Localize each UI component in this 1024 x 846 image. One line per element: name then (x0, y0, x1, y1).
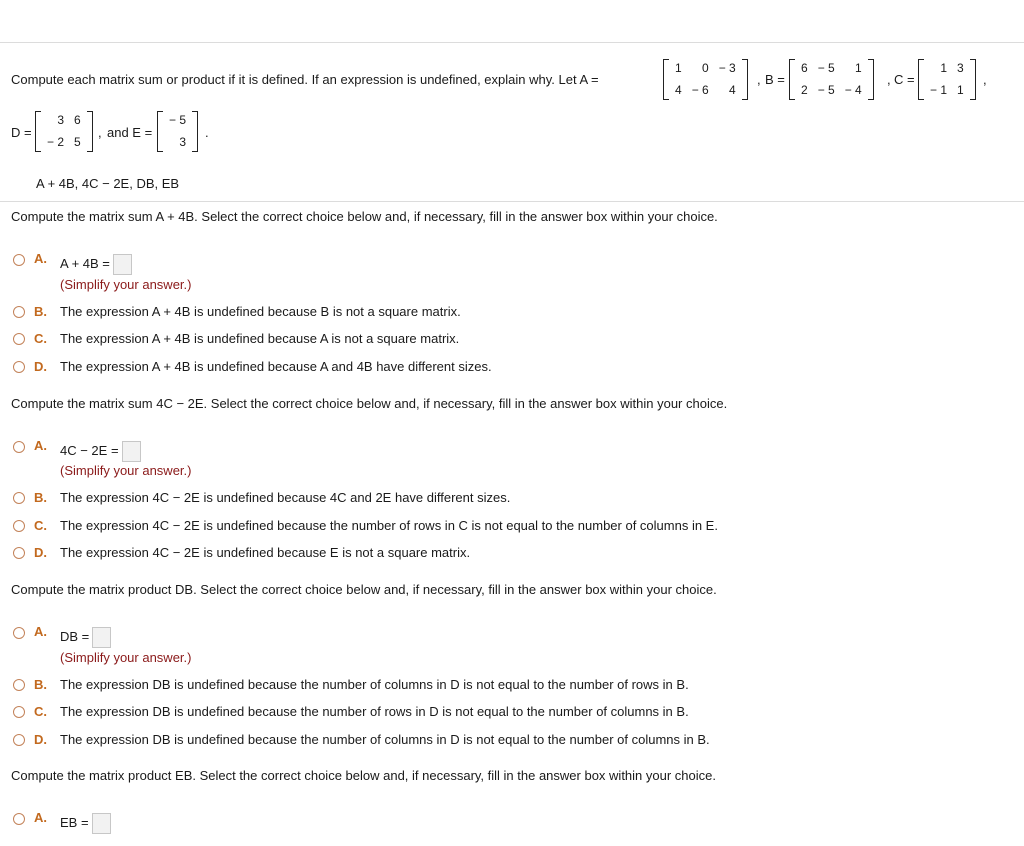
matrix-e (157, 111, 198, 152)
q2-choice-b-text: The expression 4C − 2E is undefined because 4C and 2E have different sizes. (60, 490, 511, 505)
matrix-d-cell: 5 (74, 135, 81, 149)
comma-after-d: , (98, 125, 102, 140)
q3-radio-d[interactable] (13, 734, 25, 746)
matrix-c-cell: 1 (957, 83, 964, 97)
matrix-a-cell: 1 (675, 61, 682, 75)
q2-radio-b[interactable] (13, 492, 25, 504)
q1-letter-c: C. (34, 331, 47, 346)
q1-radio-a[interactable] (13, 254, 25, 266)
q1-choice-a (60, 254, 132, 275)
matrix-c (918, 59, 976, 100)
matrix-a (663, 59, 748, 100)
q2-radio-c[interactable] (13, 520, 25, 532)
intro-divider (0, 201, 1024, 202)
q3-choice-a (60, 627, 111, 648)
matrix-a-cell: − 3 (718, 61, 736, 75)
matrix-d (35, 111, 93, 152)
q3-choice-d-text: The expression DB is undefined because the number of columns in D is not equal to the number of columns in B. (60, 732, 710, 747)
matrix-e-cell: − 5 (169, 113, 187, 127)
q3-letter-d: D. (34, 732, 47, 747)
matrix-c-cell: 3 (957, 61, 964, 75)
label-d: D = (11, 125, 32, 140)
q1-answer-label: A + 4B = (60, 255, 110, 271)
q1-answer-box[interactable] (113, 254, 132, 275)
question-2-prompt: Compute the matrix sum 4C − 2E. Select the correct choice below and, if necessary, fill in the answer box within your choice. (11, 396, 728, 411)
matrix-d-right-bracket (87, 111, 93, 152)
top-divider (0, 42, 1024, 43)
matrix-b-right-bracket (868, 59, 874, 100)
q3-letter-a: A. (34, 624, 47, 639)
q2-answer-box[interactable] (122, 441, 141, 462)
q2-letter-d: D. (34, 545, 47, 560)
comma-after-b: , (887, 72, 891, 87)
q1-letter-a: A. (34, 251, 47, 266)
q2-radio-a[interactable] (13, 441, 25, 453)
matrix-b (789, 59, 874, 100)
q2-choice-d-text: The expression 4C − 2E is undefined because E is not a square matrix. (60, 545, 471, 560)
q1-choice-b-text: The expression A + 4B is undefined because B is not a square matrix. (60, 304, 461, 319)
matrix-c-right-bracket (970, 59, 976, 100)
period-after-e: . (205, 125, 209, 140)
matrix-b-cell: − 5 (817, 83, 835, 97)
q3-radio-c[interactable] (13, 706, 25, 718)
q3-choice-b-text: The expression DB is undefined because the number of columns in D is not equal to the number of rows in B. (60, 677, 689, 692)
matrix-c-cell: − 1 (930, 83, 948, 97)
q1-letter-b: B. (34, 304, 47, 319)
matrix-b-cell: 2 (801, 83, 808, 97)
q3-radio-b[interactable] (13, 679, 25, 691)
matrix-a-cell: 4 (675, 83, 682, 97)
q4-answer-label: EB = (60, 814, 89, 830)
matrix-d-cell: 6 (74, 113, 81, 127)
matrix-a-right-bracket (742, 59, 748, 100)
q4-answer-box[interactable] (92, 813, 111, 834)
expressions-list: A + 4B, 4C − 2E, DB, EB (36, 176, 180, 191)
matrix-e-right-bracket (192, 111, 198, 152)
q1-radio-c[interactable] (13, 333, 25, 345)
q1-radio-b[interactable] (13, 306, 25, 318)
q1-letter-d: D. (34, 359, 47, 374)
q1-choice-d-text: The expression A + 4B is undefined because A and 4B have different sizes. (60, 359, 492, 374)
q4-radio-a[interactable] (13, 813, 25, 825)
q3-simplify-hint: (Simplify your answer.) (60, 650, 192, 665)
q2-letter-c: C. (34, 518, 47, 533)
matrix-c-cell: 1 (940, 61, 948, 75)
q2-radio-d[interactable] (13, 547, 25, 559)
matrix-a-cell: 0 (702, 61, 709, 75)
intro-prompt: Compute each matrix sum or product if it is defined. If an expression is undefined, explain why. Let A = (11, 72, 599, 87)
comma-after-c: , (983, 72, 987, 87)
label-e: and E = (107, 125, 153, 140)
matrix-b-cell: 1 (855, 61, 862, 75)
q3-choice-c-text: The expression DB is undefined because the number of rows in D is not equal to the number of columns in B. (60, 704, 689, 719)
q1-simplify-hint: (Simplify your answer.) (60, 277, 192, 292)
q1-choice-c-text: The expression A + 4B is undefined because A is not a square matrix. (60, 331, 460, 346)
q2-letter-b: B. (34, 490, 47, 505)
matrix-a-cell: 4 (729, 83, 736, 97)
matrix-b-cell: − 4 (844, 83, 862, 97)
question-4-prompt: Compute the matrix product EB. Select the correct choice below and, if necessary, fill in the answer box within your choice. (11, 768, 716, 783)
matrix-b-cell: − 5 (817, 61, 835, 75)
matrix-a-cell: − 6 (691, 83, 709, 97)
matrix-e-cell: 3 (179, 135, 187, 149)
matrix-d-cell: − 2 (47, 135, 65, 149)
label-b: B = (765, 72, 785, 87)
question-3-prompt: Compute the matrix product DB. Select the correct choice below and, if necessary, fill in the answer box within your choice. (11, 582, 717, 597)
matrix-b-cell: 6 (801, 61, 808, 75)
q3-answer-box[interactable] (92, 627, 111, 648)
label-c: C = (894, 72, 915, 87)
comma-after-a: , (757, 72, 761, 87)
matrix-d-cell: 3 (57, 113, 65, 127)
q3-answer-label: DB = (60, 628, 90, 644)
q3-letter-c: C. (34, 704, 47, 719)
q2-answer-label: 4C − 2E = (60, 442, 119, 458)
q1-radio-d[interactable] (13, 361, 25, 373)
q2-choice-a (60, 441, 141, 462)
q2-letter-a: A. (34, 438, 47, 453)
q2-choice-c-text: The expression 4C − 2E is undefined because the number of rows in C is not equal to the number of columns in E. (60, 518, 718, 533)
question-1-prompt: Compute the matrix sum A + 4B. Select the correct choice below and, if necessary, fill in the answer box within your choice. (11, 209, 718, 224)
q2-simplify-hint: (Simplify your answer.) (60, 463, 192, 478)
q4-choice-a (60, 813, 111, 834)
q4-letter-a: A. (34, 810, 47, 825)
q3-letter-b: B. (34, 677, 47, 692)
q3-radio-a[interactable] (13, 627, 25, 639)
